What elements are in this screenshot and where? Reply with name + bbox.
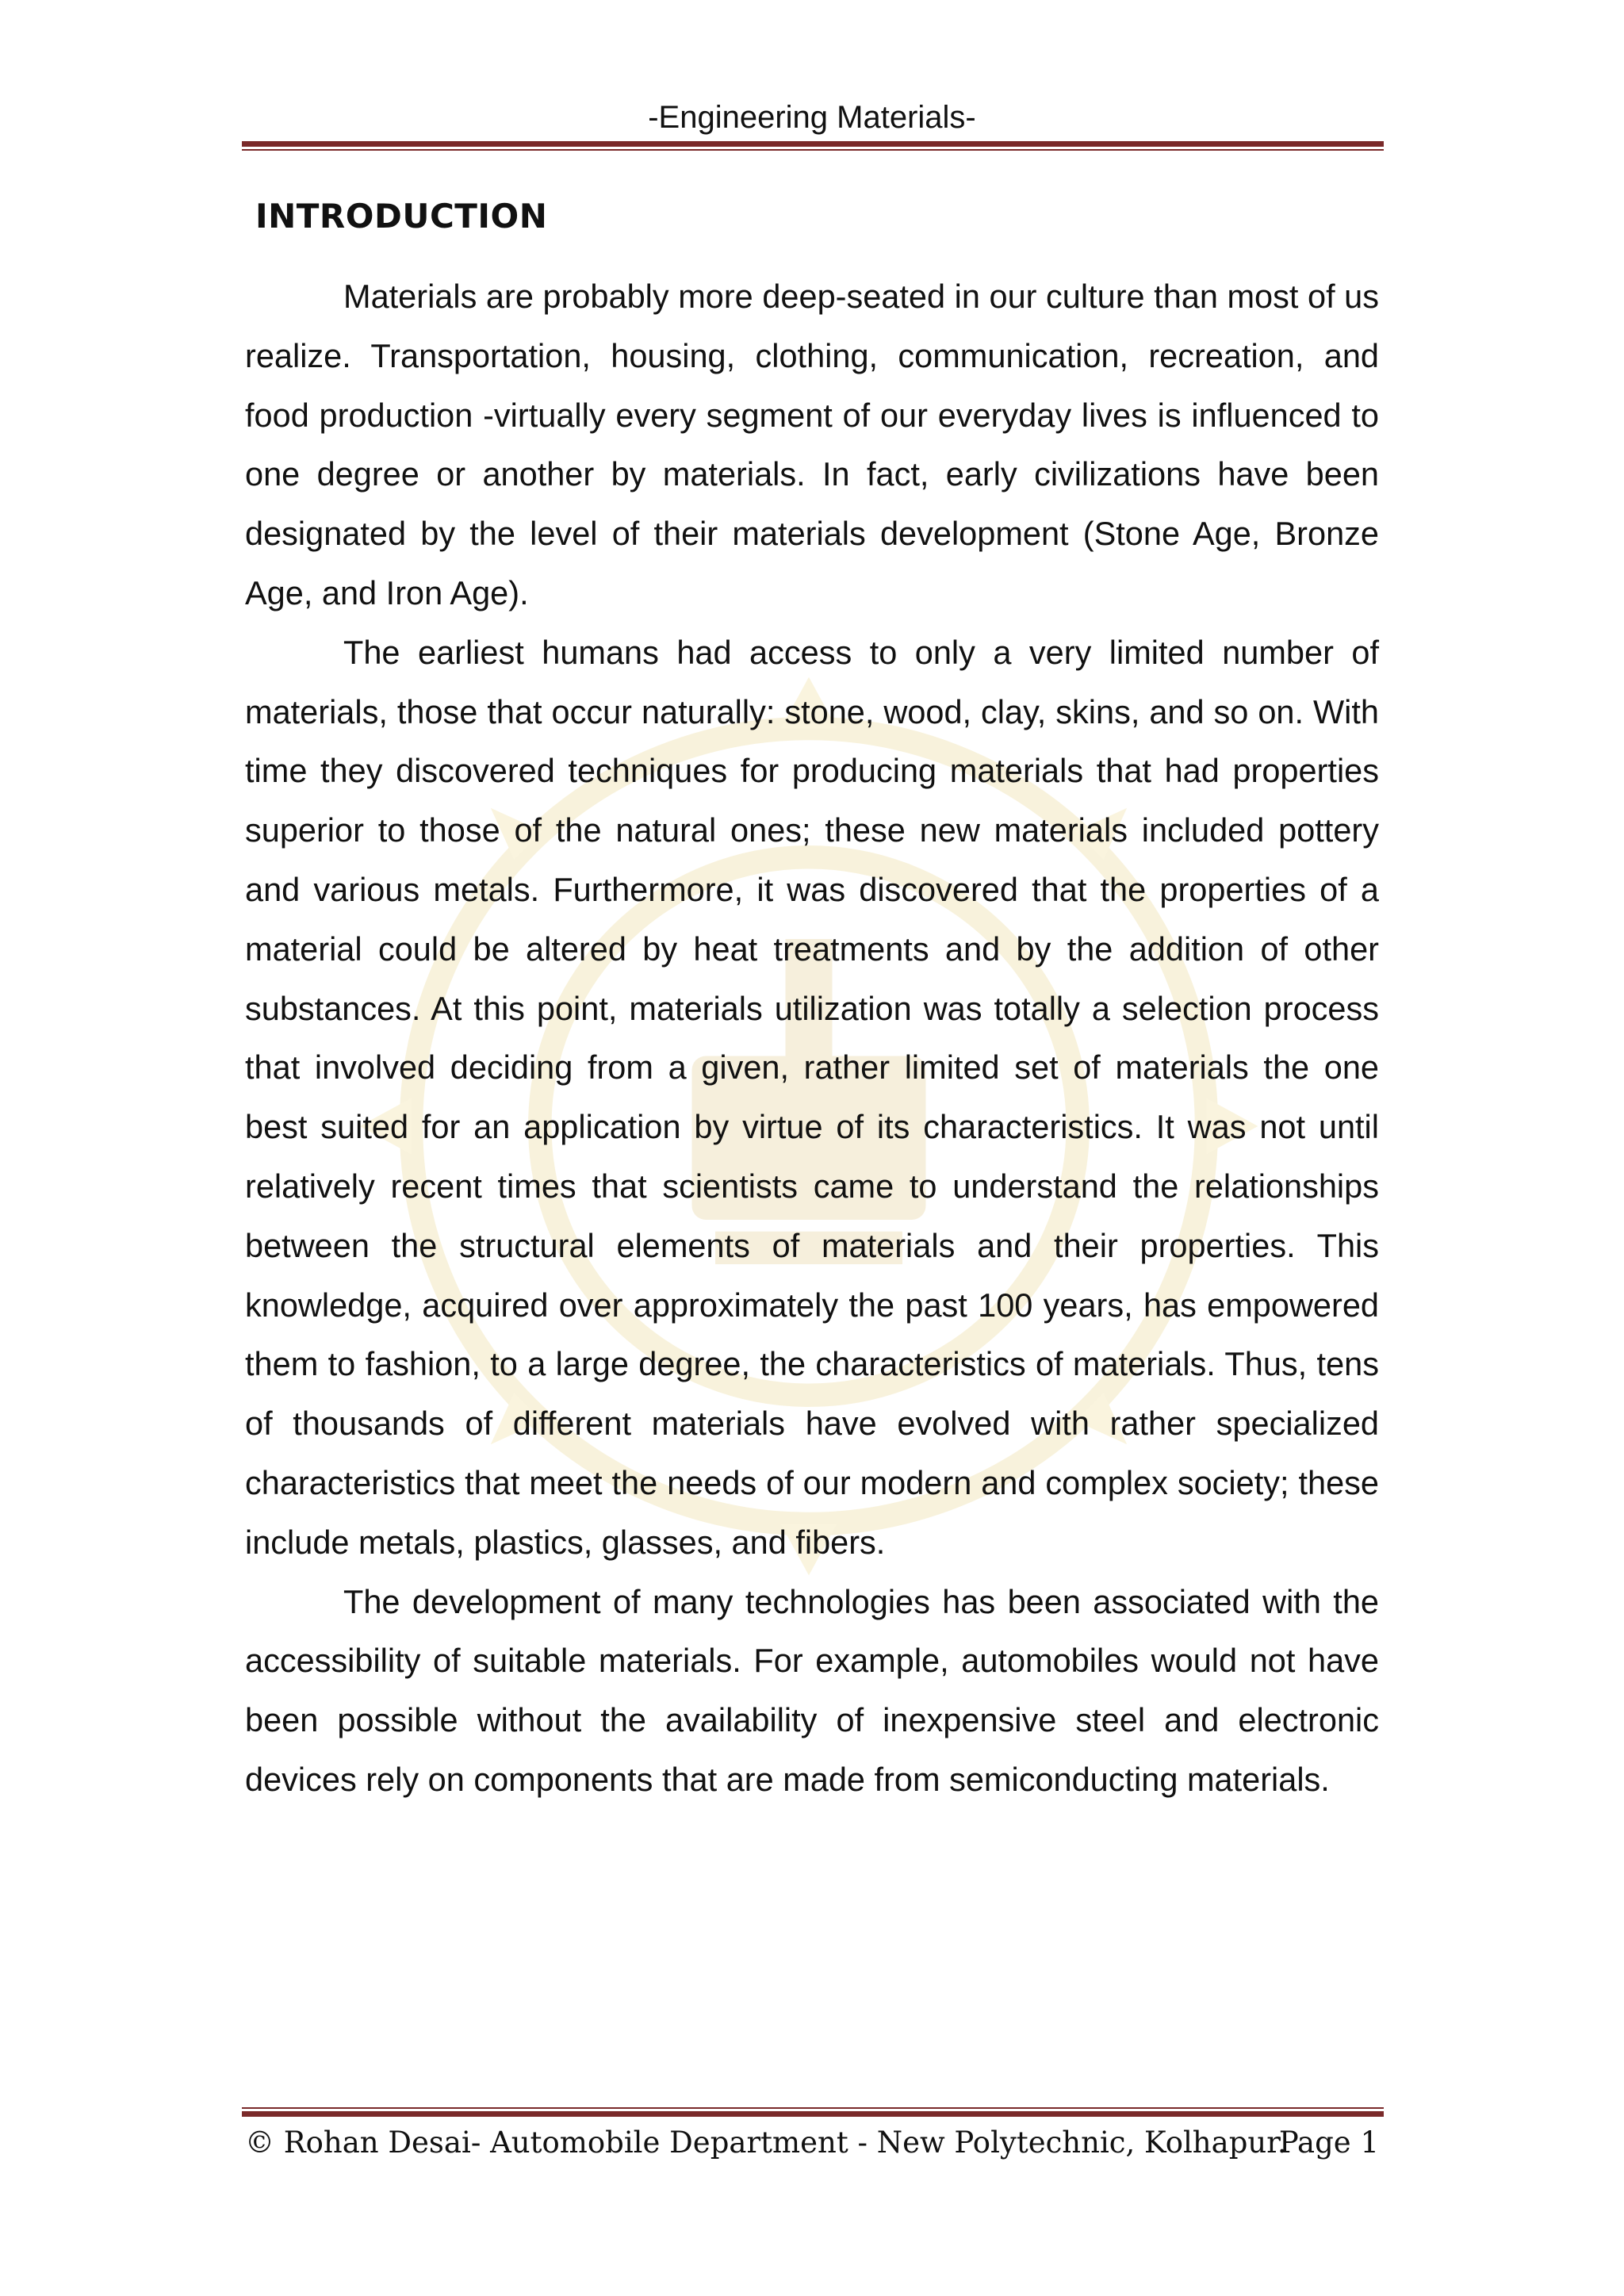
header-rule [242, 141, 1384, 151]
footer-rule [242, 2107, 1384, 2117]
footer-credit: © Rohan Desai- Automobile Department - New Polytechnic, Kolhapur. [245, 2125, 1287, 2160]
paragraph: The development of many technologies has been associated with the accessibility of suitable materials. For example, automobiles would not have been possible without the availability of inexpensive steel and electronic devices rely on components that are made from semiconducting materials. [245, 1582, 1379, 1798]
paragraph: Materials are probably more deep-seated in our culture than most of us realize. Transportation, housing, clothing, communication, recreation, and food production -virtually every segment of our everyday lives is influenced to one degree or another by materials. In fact, early civilizations have been designated by the level of their materials development (Stone Age, Bronze Age, and Iron Age). [245, 278, 1379, 611]
section-heading: INTRODUCTION [255, 197, 548, 236]
section-body [245, 267, 1379, 1810]
paragraph: The earliest humans had access to only a very limited number of materials, those that occur naturally: stone, wood, clay, skins, and so on. With time they discovered techniques for producing materials that had properties superior to those of the natural ones; these new materials included pottery and various metals. Furthermore, it was discovered that the properties of a material could be altered by heat treatments and by the addition of other substances. At this point, materials utilization was totally a selection process that involved deciding from a given, rather limited set of materials the one best suited for an application by virtue of its characteristics. It was not until relatively recent times that scientists came to understand the relationships between the structural elements of materials and their properties. This knowledge, acquired over approximately the past 100 years, has empowered them to fashion, to a large degree, the characteristics of materials. Thus, tens of thousands of different materials have evolved with rather specialized characteristics that meet the needs of our modern and complex society; these include metals, plastics, glasses, and fibers. [245, 633, 1379, 1561]
running-header-title: -Engineering Materials- [648, 100, 976, 135]
page-number: Page 1 [1278, 2125, 1379, 2160]
